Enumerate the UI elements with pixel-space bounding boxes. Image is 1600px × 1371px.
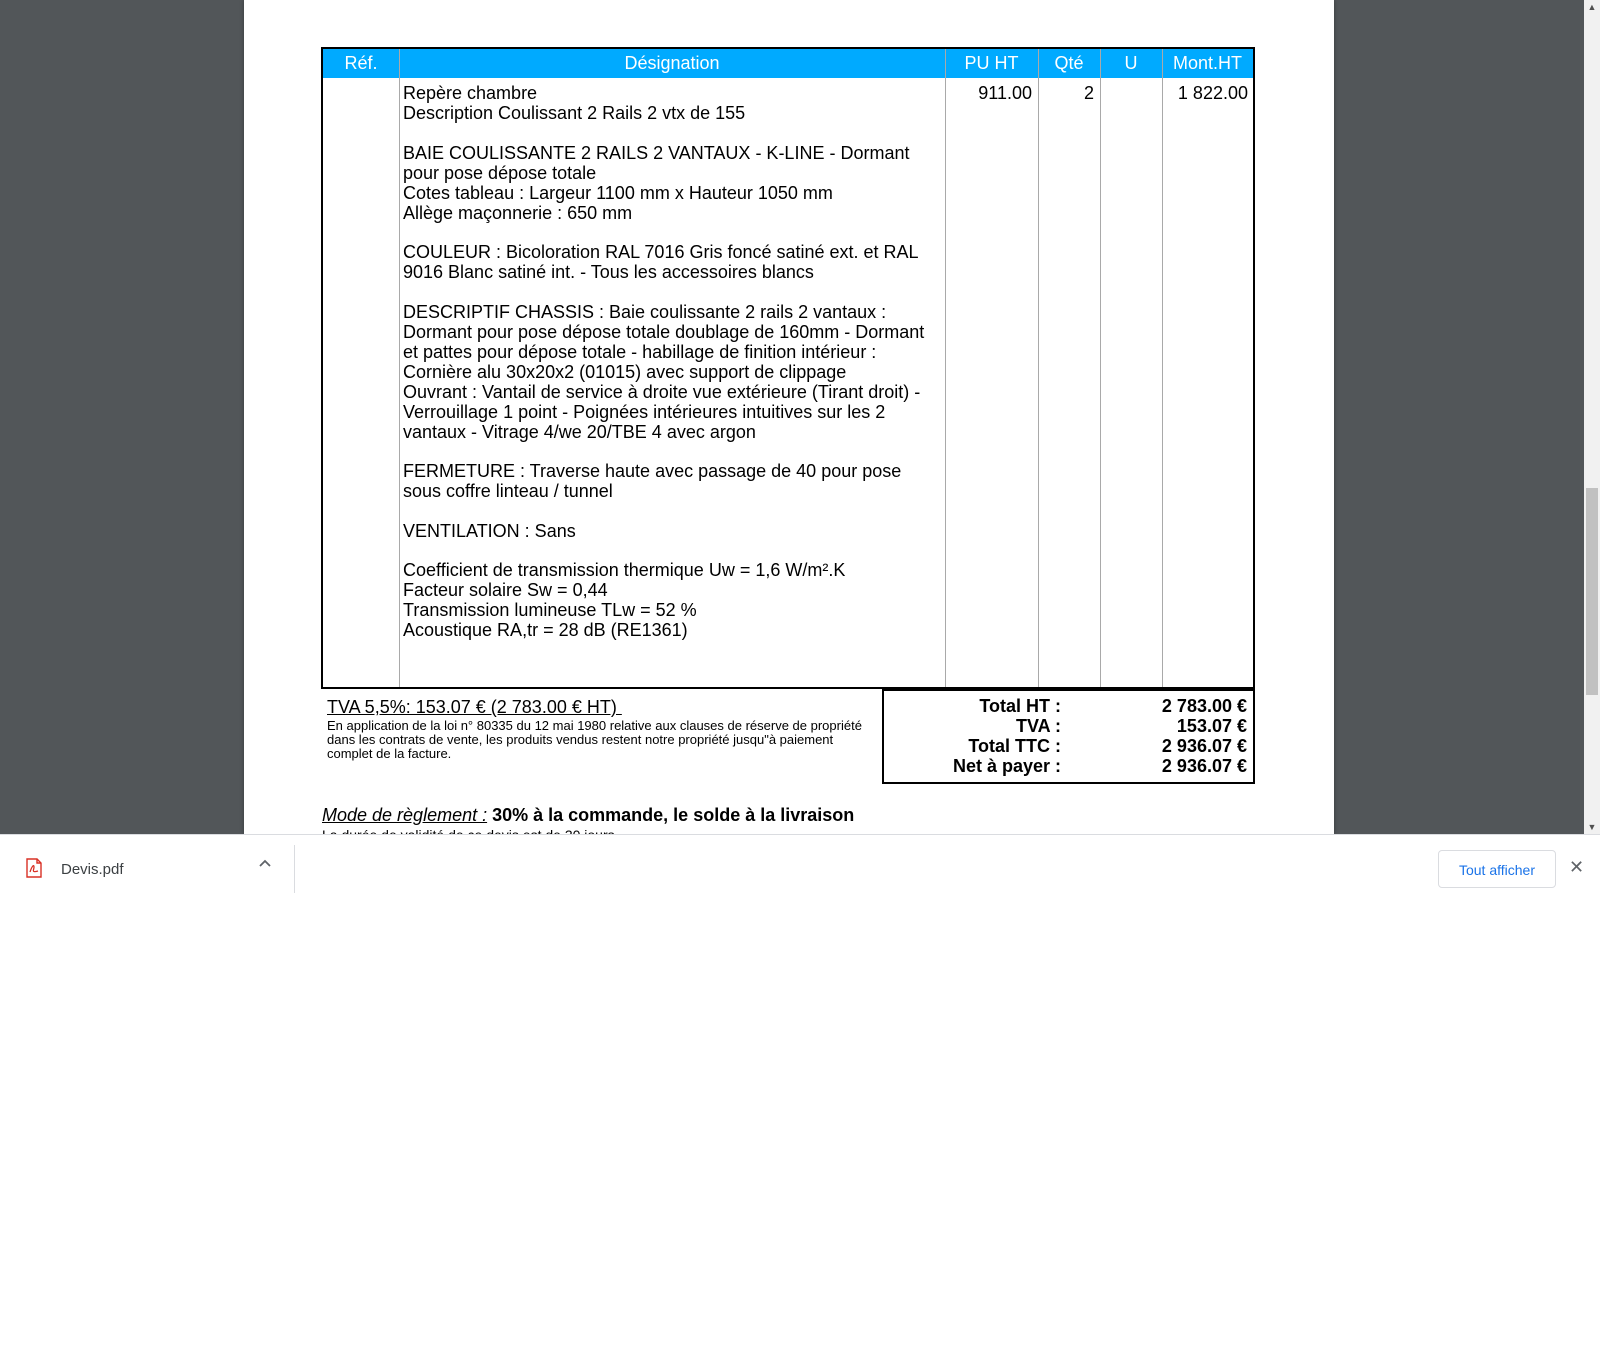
vertical-scrollbar[interactable] (1584, 0, 1600, 834)
total-value: 2 936.07 € (1161, 756, 1247, 776)
payment-terms (322, 805, 854, 826)
column-divider (399, 49, 400, 687)
download-filename: Devis.pdf (61, 861, 124, 878)
download-item[interactable] (0, 835, 295, 903)
total-ttc-row (884, 736, 1253, 756)
tva-summary: TVA 5,5%: 153.07 € (2 783.00 € HT) (327, 697, 622, 717)
show-all-button[interactable]: Tout afficher (1438, 850, 1556, 888)
total-label: Total TTC : (968, 736, 1061, 756)
designation-paragraph: VENTILATION : Sans (403, 520, 576, 541)
header-designation: Désignation (624, 53, 720, 73)
header-qty: Qté (1054, 53, 1084, 73)
divider (294, 845, 295, 893)
payment-value: 30% à la commande, le solde à la livraison (487, 805, 855, 825)
designation-paragraph: COULEUR : Bicoloration RAL 7016 Gris foncé satiné ext. et RAL 9016 Blanc satiné int. - Tous les accessoires blancs (403, 242, 919, 282)
total-ht-row (884, 696, 1253, 716)
header-amount: Mont.HT (1172, 53, 1242, 73)
legal-notice: En application de la loi n° 80335 du 12 mai 1980 relative aux clauses de réserve de propriété dans les contrats de vente, les produits vendus restent notre propriété jusqu"à paiement complet de la facture. (327, 718, 862, 761)
tva-block (327, 697, 867, 761)
close-icon[interactable]: ✕ (1569, 857, 1585, 877)
header-pu-ht: PU HT (964, 53, 1019, 73)
header-ref: Réf. (344, 53, 378, 73)
header-unit: U (1124, 53, 1138, 73)
table-header (323, 49, 1253, 78)
designation-paragraph: DESCRIPTIF CHASSIS : Baie coulissante 2 rails 2 vantaux : Dormant pour pose dépose totale doublage de 160mm - Dormant et pattes pour dépose totale - habillage de finition intérieur : Cornière alu 30x20x2 (01015) avec support de clippage Ouvrant : Vantail de service à droite vue extérieure (Tirant droit) - Verrouillage 1 point - Poignées intérieures intuitives sur les 2 vantaux - Vitrage 4/we 20/TBE 4 avec argon (403, 301, 925, 442)
chevron-up-icon[interactable] (258, 857, 272, 876)
amount-value: 1 822.00 (1177, 83, 1248, 103)
designation-paragraph: BAIE COULISSANTE 2 RAILS 2 VANTAUX - K-LINE - Dormant pour pose dépose totale Cotes tableau : Largeur 1100 mm x Hauteur 1050 mm Allège maçonnerie : 650 mm (403, 142, 910, 223)
pu-ht-value: 911.00 (978, 83, 1032, 103)
column-divider (945, 49, 946, 687)
total-label: TVA : (1016, 716, 1061, 736)
items-table (321, 47, 1255, 689)
qty-value: 2 (1083, 83, 1094, 103)
scrollbar-thumb[interactable] (1586, 488, 1598, 695)
tva-row (884, 716, 1253, 736)
designation-paragraph: Repère chambre Description Coulissant 2 Rails 2 vtx de 155 (403, 83, 746, 123)
total-label: Net à payer : (952, 756, 1061, 776)
total-label: Total HT : (979, 696, 1061, 716)
designation-paragraph: Coefficient de transmission thermique Uw = 1,6 W/m².K Facteur solaire Sw = 0,44 Transmission lumineuse TLw = 52 % Acoustique RA,tr = 28 dB (RE1361) (403, 560, 846, 640)
designation-paragraph: FERMETURE : Traverse haute avec passage de 40 pour pose sous coffre linteau / tunnel (403, 461, 902, 501)
pdf-page (244, 0, 1334, 834)
designation-cell (403, 83, 943, 660)
scroll-up-arrow-icon[interactable]: ▲ (1587, 2, 1597, 12)
scroll-down-arrow-icon[interactable]: ▼ (1587, 822, 1597, 832)
column-divider (1100, 49, 1101, 687)
net-to-pay-row (884, 756, 1253, 776)
total-value: 2 783.00 € (1161, 696, 1247, 716)
total-value: 2 936.07 € (1161, 736, 1247, 756)
column-divider (1038, 49, 1039, 687)
download-bar (0, 834, 1600, 903)
payment-label: Mode de règlement : (322, 805, 488, 825)
column-divider (1162, 49, 1163, 687)
pdf-file-icon (26, 858, 42, 878)
total-value: 153.07 € (1176, 716, 1247, 736)
totals-box (882, 689, 1255, 784)
